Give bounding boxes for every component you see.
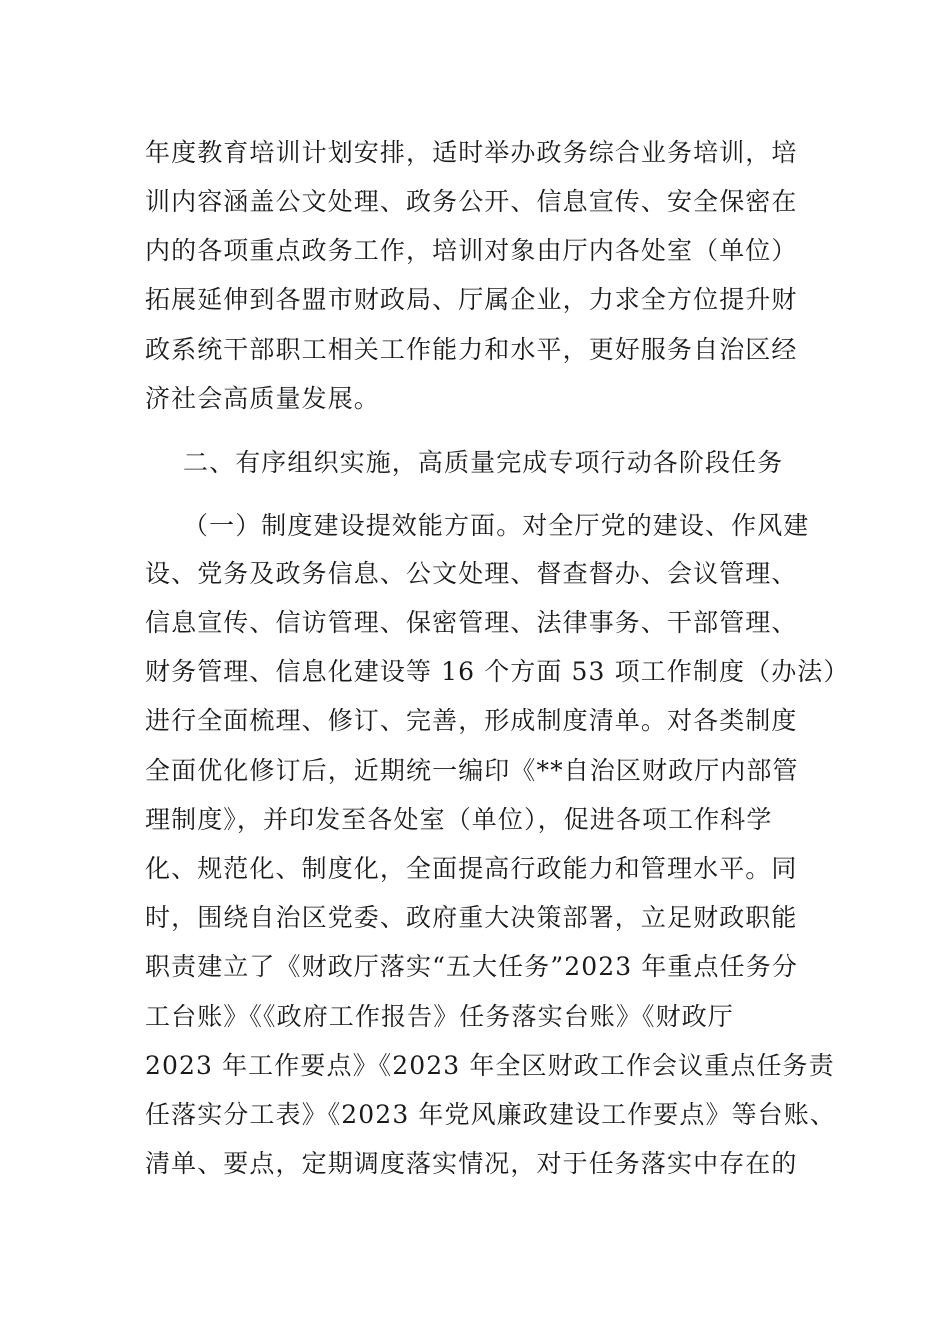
text-line: 时，围绕自治区党委、政府重大决策部署，立足财政职能 (145, 903, 798, 932)
text-line: 工台账》《《政府工作报告》任务落实台账》《财政厅 (145, 1002, 734, 1031)
text-line: 2023 年工作要点》《2023 年全区财政工作会议重点任务责 (145, 1051, 835, 1080)
text-line: 内的各项重点政务工作，培训对象由厅内各处室（单位） (145, 236, 798, 265)
text-line: 财务管理、信息化建设等 16 个方面 53 项工作制度（办法） (145, 657, 850, 686)
text-line: 政系统干部职工相关工作能力和水平，更好服务自治区经 (145, 335, 798, 364)
text-line: 济社会高质量发展。 (145, 384, 380, 413)
text-line: （一）制度建设提效能方面。对全厅党的建设、作风建 (183, 511, 810, 540)
text-line: 进行全面梳理、修订、完善，形成制度清单。对各类制度 (145, 706, 798, 735)
text-line: 职责建立了《财政厅落实“五大任务”2023 年重点任务分 (145, 952, 798, 981)
text-line: 训内容涵盖公文处理、政务公开、信息宣传、安全保密在 (145, 187, 798, 216)
text-line: 任落实分工表》《2023 年党风廉政建设工作要点》等台账、 (145, 1100, 836, 1129)
section-heading: 二、有序组织实施，高质量完成专项行动各阶段任务 (183, 448, 784, 477)
text-line: 年度教育培训计划安排，适时举办政务综合业务培训，培 (145, 138, 798, 167)
text-line: 理制度》，并印发至各处室（单位），促进各项工作科学 (145, 805, 773, 834)
text-line: 化、规范化、制度化，全面提高行政能力和管理水平。同 (145, 854, 798, 883)
text-line: 全面优化修订后，近期统一编印《**自治区财政厅内部管 (145, 756, 799, 785)
text-line: 清单、要点，定期调度落实情况，对于任务落实中存在的 (145, 1149, 798, 1178)
text-line: 信息宣传、信访管理、保密管理、法律事务、干部管理、 (145, 608, 798, 637)
text-line: 设、党务及政务信息、公文处理、督查督办、会议管理、 (145, 559, 798, 588)
text-line: 拓展延伸到各盟市财政局、厅属企业，力求全方位提升财 (145, 285, 798, 314)
